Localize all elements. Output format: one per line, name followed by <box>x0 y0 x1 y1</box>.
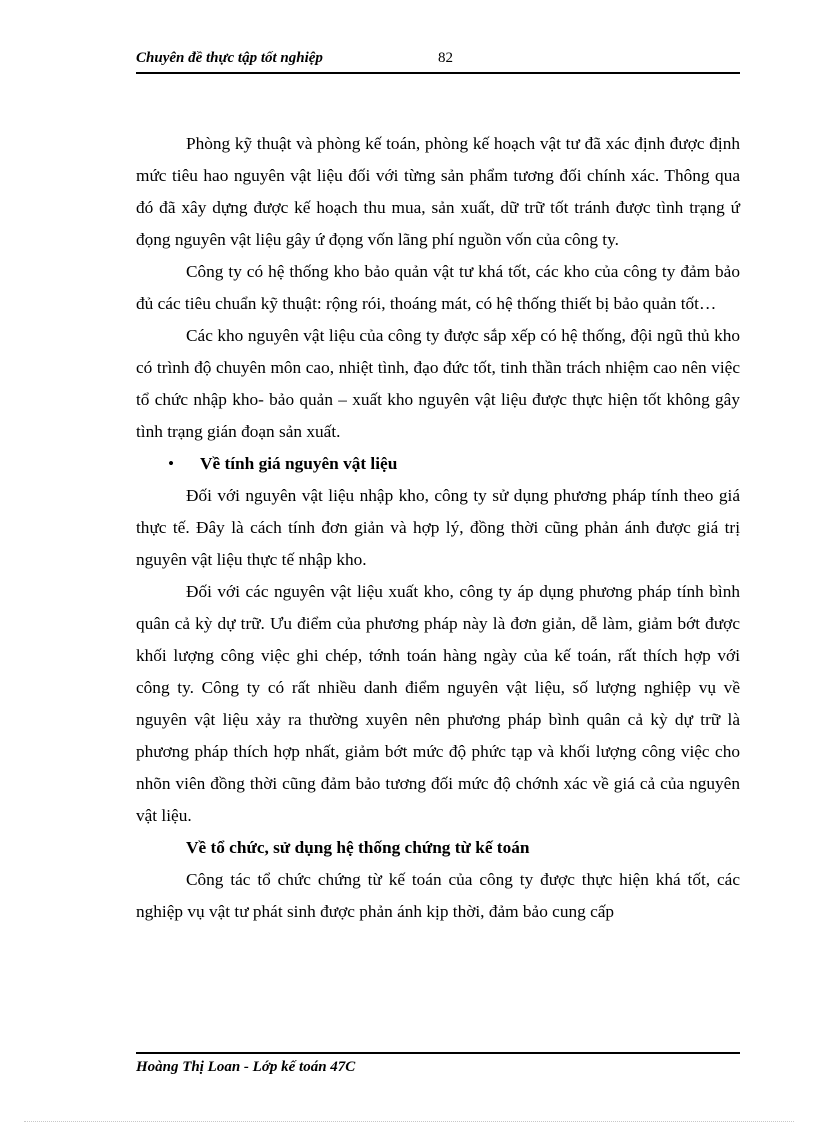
page-number: 82 <box>438 50 453 66</box>
page-edge-divider <box>24 1121 794 1122</box>
page-footer <box>136 1052 740 1076</box>
page-header <box>136 48 740 74</box>
heading-pricing <box>136 448 740 480</box>
heading-pricing-label: Về tính giá nguyên vật liệu <box>200 454 398 473</box>
header-title: Chuyên đề thực tập tốt nghiệp <box>136 50 323 66</box>
document-body <box>136 128 740 928</box>
footer-author: Hoàng Thị Loan - Lớp kế toán 47C <box>136 1059 356 1075</box>
paragraph-planning: Phòng kỹ thuật và phòng kế toán, phòng kế hoạch vật tư đã xác định được định mức tiêu hao nguyên vật liệu đối với từng sản phẩm tương đối chính xác. Thông qua đó đã xây dựng được kế hoạch thu mua, sản xuất, dữ trữ tốt tránh được tình trạng ứ đọng nguyên vật liệu gây ứ đọng vốn lãng phí nguồn vốn của công ty. <box>136 134 740 249</box>
heading-documents: Về tổ chức, sử dụng hệ thống chứng từ kế toán <box>186 838 530 857</box>
paragraph-pricing-import: Đối với nguyên vật liệu nhập kho, công ty sử dụng phương pháp tính theo giá thực tế. Đây là cách tính đơn giản và hợp lý, đồng thời cũng phản ánh được giá trị nguyên vật liệu thực tế nhập kho. <box>136 486 740 569</box>
paragraph-documents: Công tác tổ chức chứng từ kế toán của công ty được thực hiện khá tốt, các nghiệp vụ vật tư phát sinh được phản ánh kịp thời, đảm bảo cung cấp <box>136 870 740 921</box>
paragraph-pricing-export: Đối với các nguyên vật liệu xuất kho, công ty áp dụng phương pháp tính bình quân cả kỳ dự trữ. Ưu điểm của phương pháp này là đơn giản, dễ làm, giảm bớt được khối lượng công việc ghi chép, tớnh toán hàng ngày của kế toán, rất thích hợp với công ty. Công ty có rất nhiều danh điểm nguyên vật liệu, số lượng nghiệp vụ về nguyên vật liệu xảy ra thường xuyên nên phương pháp bình quân cả kỳ dự trữ là phương pháp thích hợp nhất, giảm bớt mức độ phức tạp và khối lượng công việc cho nhõn viên đồng thời cũng đảm bảo tương đối mức độ chớnh xác về giá cả của nguyên vật liệu. <box>136 582 740 825</box>
bullet-icon: • <box>168 454 175 473</box>
paragraph-warehouse-staff: Các kho nguyên vật liệu của công ty được sắp xếp có hệ thống, đội ngũ thủ kho có trình độ chuyên môn cao, nhiệt tình, đạo đức tốt, tinh thần trách nhiệm cao nên việc tổ chức nhập kho- bảo quản – xuất kho nguyên vật liệu được thực hiện tốt không gây tình trạng gián đoạn sản xuất. <box>136 326 740 441</box>
paragraph-warehouse: Công ty có hệ thống kho bảo quản vật tư khá tốt, các kho của công ty đảm bảo đủ các tiêu chuẩn kỹ thuật: rộng rói, thoáng mát, có hệ thống thiết bị bảo quản tốt… <box>136 262 740 313</box>
